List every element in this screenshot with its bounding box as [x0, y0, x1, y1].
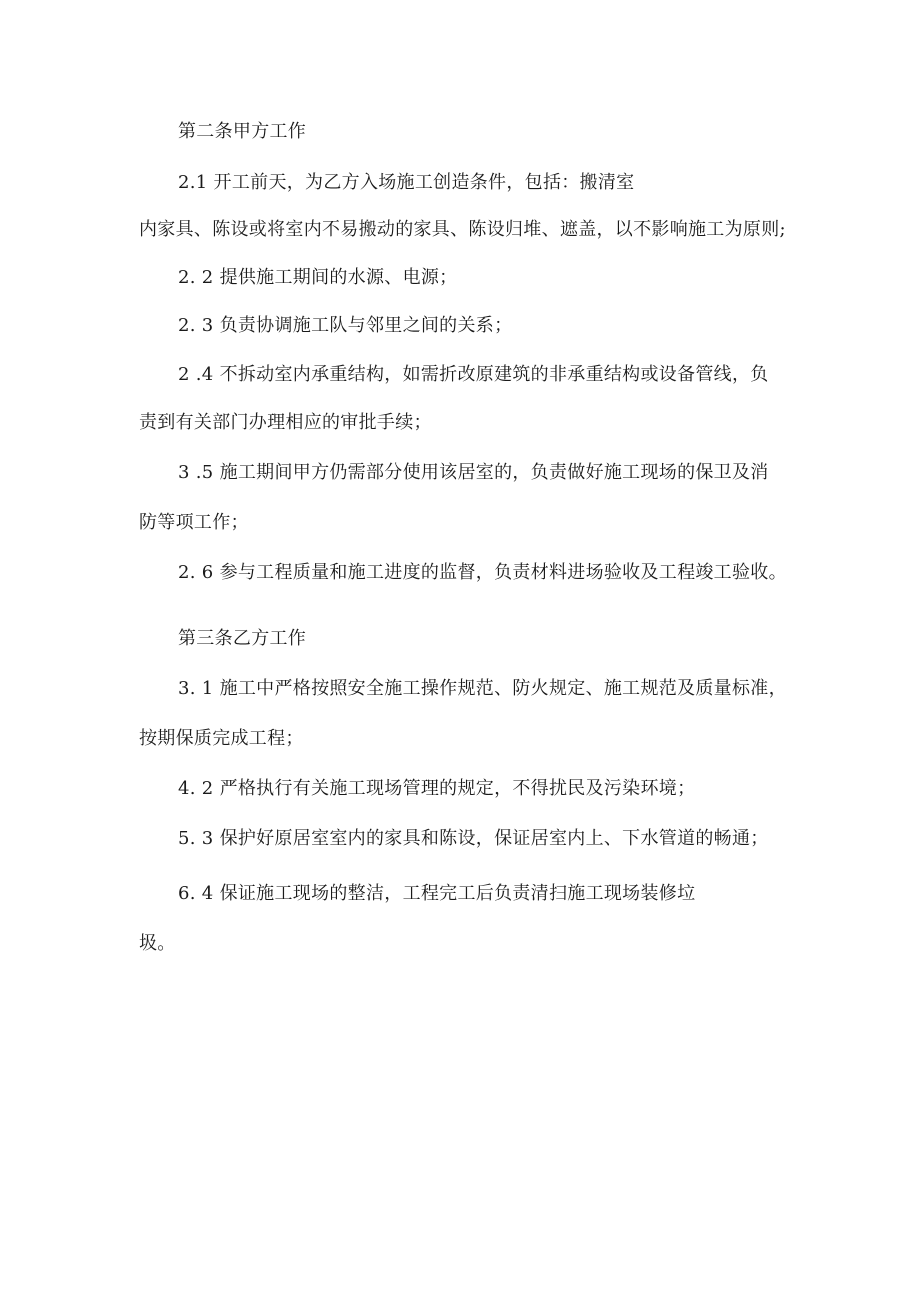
- clause-3-3: 5. 3 保护好原居室室内的家具和陈设，保证居室内上、下水管道的畅通；: [178, 828, 769, 849]
- clause-2-6: 2. 6 参与工程质量和施工进度的监督，负责材料进场验收及工程竣工验收。: [178, 562, 787, 583]
- clause-2-3: 2. 3 负责协调施工队与邻里之间的关系；: [178, 315, 513, 336]
- clause-2-5-line-1: 3 .5 施工期间甲方仍需部分使用该居室的，负责做好施工现场的保卫及消: [178, 462, 769, 483]
- clause-3-4-line-1: 6. 4 保证施工现场的整洁，工程完工后负责清扫施工现场装修垃: [178, 883, 696, 904]
- clause-3-4-line-2: 圾。: [139, 933, 176, 954]
- clause-2-4-line-1: 2 .4 不拆动室内承重结构，如需折改原建筑的非承重结构或设备管线，负: [178, 364, 769, 385]
- section-2-heading: 第二条甲方工作: [178, 121, 307, 142]
- clause-2-4-line-2: 责到有关部门办理相应的审批手续；: [139, 412, 432, 433]
- clause-2-1-line-1: 2.1 开工前天，为乙方入场施工创造条件，包括：搬清室: [178, 172, 635, 193]
- clause-3-1-line-1: 3. 1 施工中严格按照安全施工操作规范、防火规定、施工规范及质量标准，: [178, 678, 787, 699]
- section-3-heading: 第三条乙方工作: [178, 628, 307, 649]
- clause-2-2: 2. 2 提供施工期间的水源、电源；: [178, 267, 458, 288]
- clause-2-1-line-2: 内家具、陈设或将室内不易搬动的家具、陈设归堆、遮盖，以不影响施工为原则;: [139, 219, 786, 240]
- clause-3-2: 4. 2 严格执行有关施工现场管理的规定，不得扰民及污染环境；: [178, 778, 696, 799]
- clause-3-1-line-2: 按期保质完成工程；: [139, 728, 304, 749]
- clause-2-5-line-2: 防等项工作；: [139, 512, 249, 533]
